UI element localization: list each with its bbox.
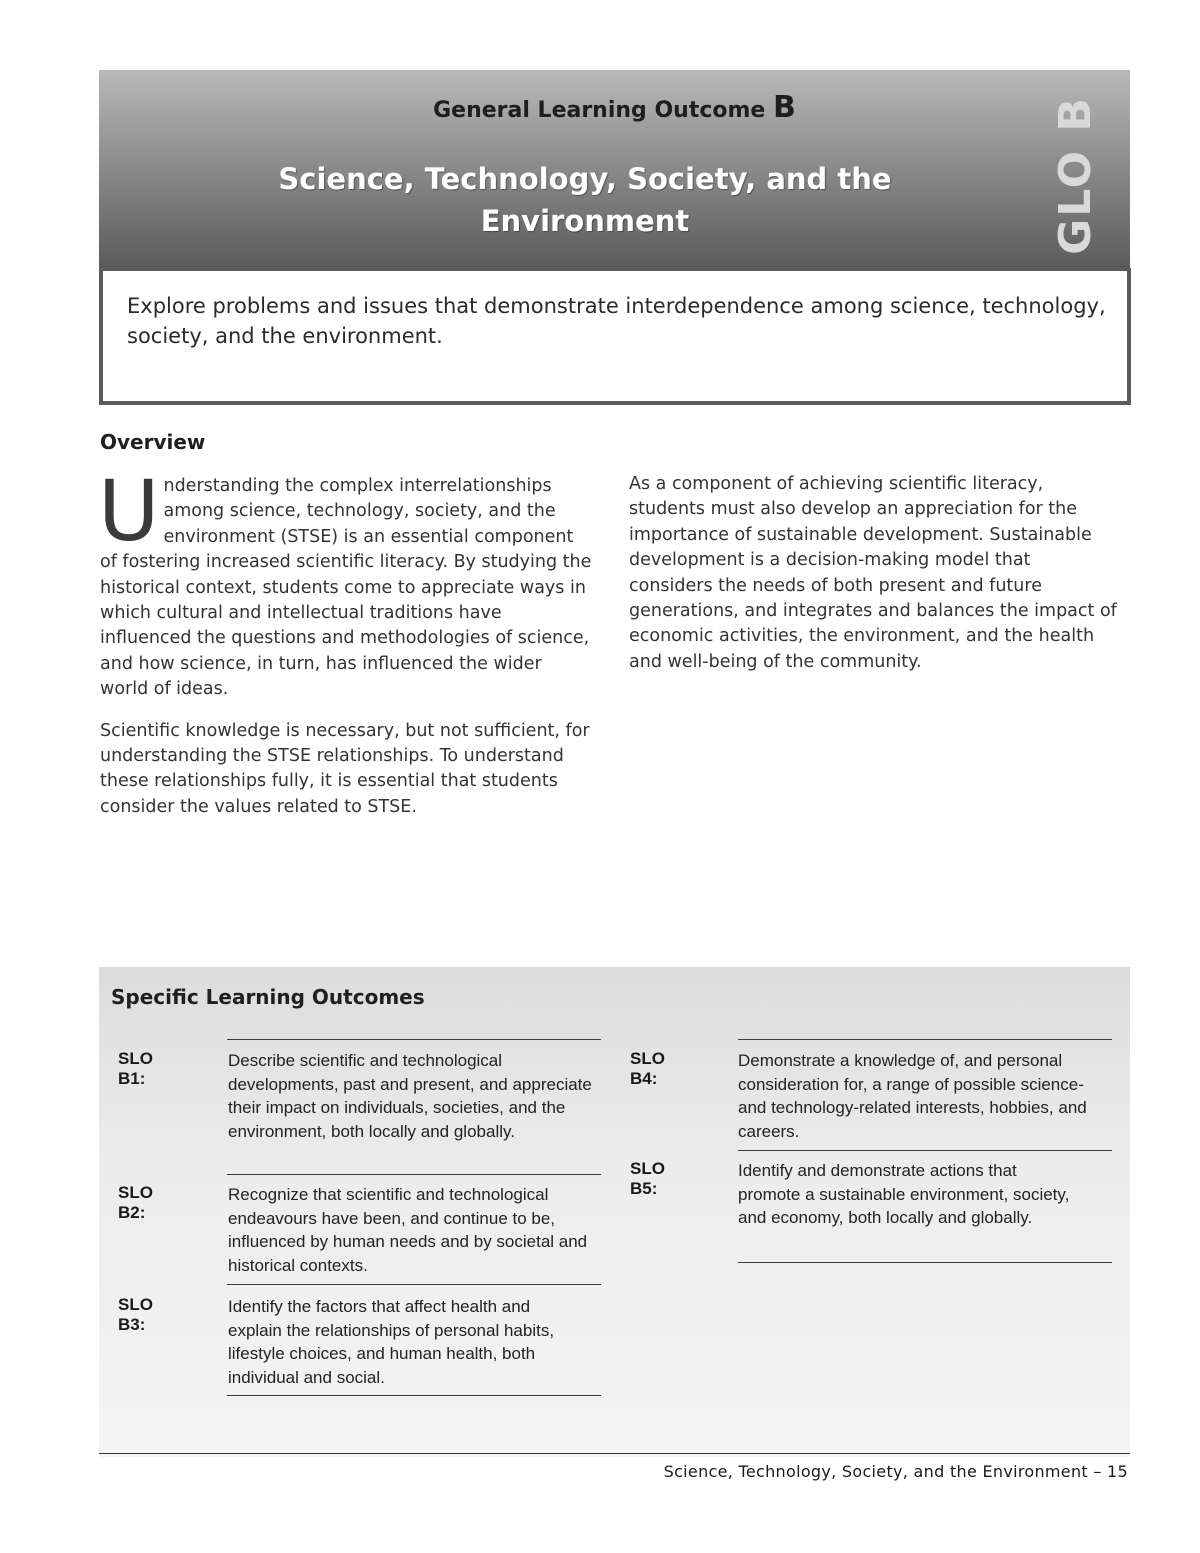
slo-heading: Specific Learning Outcomes bbox=[111, 985, 425, 1009]
overview-paragraph-1 bbox=[98, 462, 595, 703]
slo-text: Identify and demonstrate actions that promote a sustainable environment, society, and economy, both locally and globally. bbox=[738, 1161, 1070, 1227]
slo-label: SLO B2: bbox=[118, 1183, 153, 1222]
slo-text: Demonstrate a knowledge of, and personal consideration for, a range of possible science- and technology-related interests, hobbies, and careers. bbox=[738, 1051, 1087, 1141]
overview-paragraph-3: As a component of achieving scientific literacy, students must also develop an appreciation for the importance of sustainable development. Sustainable development is a decision-making model that considers the needs of both present and future generations, and integrates and balances the impact of economic activities, the environment, and the health and well-being of the community. bbox=[629, 474, 1117, 672]
slo-text: Describe scientific and technological developments, past and present, and appreciate their impact on individuals, societies, and the environment, both locally and globally. bbox=[228, 1051, 592, 1141]
slo-rule bbox=[227, 1174, 601, 1175]
page-title: Science, Technology, Society, and the Environment bbox=[278, 162, 892, 238]
slo-rule bbox=[227, 1395, 601, 1396]
slo-rule bbox=[227, 1039, 601, 1040]
glo-kicker bbox=[99, 90, 1130, 125]
goal-box bbox=[99, 268, 1131, 405]
dropcap: U bbox=[98, 462, 160, 560]
slo-rule bbox=[227, 1284, 601, 1285]
goal-statement: Explore problems and issues that demonstrate interdependence among science, technology, society, and the environment. bbox=[127, 294, 1106, 348]
overview-paragraph-2: Scientific knowledge is necessary, but not sufficient, for understanding the STSE relationships. To understand these relationships fully, it is essential that students consider the values related to STSE. bbox=[100, 720, 590, 817]
slo-rule bbox=[738, 1039, 1112, 1040]
footer-rule bbox=[99, 1453, 1130, 1454]
slo-rule bbox=[738, 1262, 1112, 1263]
slo-label: SLO B3: bbox=[118, 1295, 153, 1334]
glo-kicker-text: General Learning Outcome bbox=[433, 98, 766, 123]
overview-right-column bbox=[629, 472, 1119, 675]
overview-left-column bbox=[98, 462, 595, 820]
slo-rule bbox=[738, 1150, 1112, 1151]
slo-label: SLO B1: bbox=[118, 1049, 153, 1088]
glo-side-tab bbox=[1040, 95, 1110, 255]
glo-side-tab-label: GLO B bbox=[1049, 95, 1101, 255]
glo-kicker-letter: B bbox=[773, 90, 796, 125]
overview-heading: Overview bbox=[100, 430, 206, 454]
overview-paragraph-1-text: nderstanding the complex interrelationships among science, technology, society, and the environment (STSE) is an essential component of fostering increased scientific literacy. By studying the historical context, students come to appreciate ways in which cultural and intellectual traditions have influenced the questions and methodologies of science, and how science, in turn, has influenced the wider world of ideas. bbox=[100, 476, 592, 700]
slo-label: SLO B5: bbox=[630, 1159, 665, 1198]
slo-text: Recognize that scientific and technological endeavours have been, and continue to be, influenced by human needs and by societal and historical contexts. bbox=[228, 1185, 588, 1275]
page-footer: Science, Technology, Society, and the Environment – 15 bbox=[663, 1462, 1128, 1481]
slo-label: SLO B4: bbox=[630, 1049, 665, 1088]
slo-text: Identify the factors that affect health and explain the relationships of personal habits, lifestyle choices, and human health, both individual and social. bbox=[228, 1297, 555, 1387]
